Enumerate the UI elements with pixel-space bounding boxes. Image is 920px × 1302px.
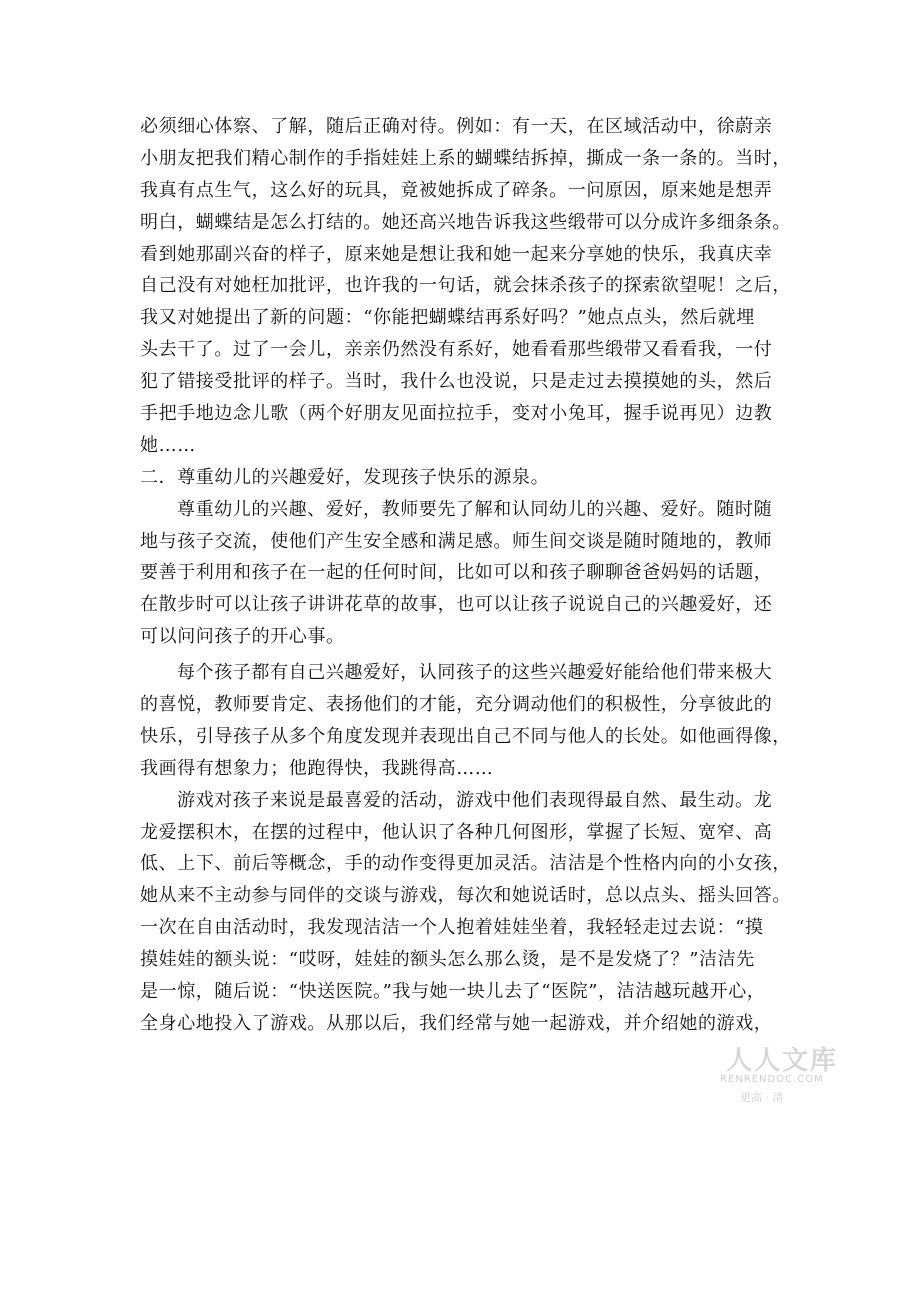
text-line: 龙爱摆积木，在摆的过程中，他认识了各种几何图形，掌握了长短、宽窄、高 bbox=[140, 821, 773, 843]
watermark-logo-text: 人人文库 bbox=[726, 1046, 839, 1076]
text-line: 我又对她提出了新的问题：“你能把蝴蝶结再系好吗？”她点点头，然后就埋 bbox=[140, 307, 755, 329]
text-line: 头去干了。过了一会儿，亲亲仍然没有系好，她看看那些缎带又看看我，一付 bbox=[140, 339, 773, 361]
text-line: 犯了错接受批评的样子。当时，我什么也没说，只是走过去摸摸她的头，然后 bbox=[140, 371, 773, 393]
text-line: 明白，蝴蝶结是怎么打结的。她还高兴地告诉我这些缎带可以分成许多细条条。 bbox=[140, 211, 791, 233]
paragraph-first-line: 游戏对孩子来说是最喜爱的活动，游戏中他们表现得最自然、最生动。龙 bbox=[177, 789, 773, 811]
document-body bbox=[140, 111, 792, 1040]
text-line: 的喜悦，教师要肯定、表扬他们的才能，充分调动他们的积极性，分享彼此的 bbox=[140, 694, 773, 716]
text-line: 小朋友把我们精心制作的手指娃娃上系的蝴蝶结拆掉，撕成一条一条的。当时， bbox=[140, 147, 791, 169]
paragraph-first-line: 尊重幼儿的兴趣、爱好，教师要先了解和认同幼儿的兴趣、爱好。随时随 bbox=[177, 498, 773, 520]
text-line: 低、上下、前后等概念，手的动作变得更加灵活。洁洁是个性格内向的小女孩， bbox=[140, 853, 791, 875]
text-line: 全身心地投入了游戏。从那以后，我们经常与她一起游戏，并介绍她的游戏， bbox=[140, 1012, 773, 1034]
text-line: 我真有点生气，这么好的玩具，竟被她拆成了碎条。一问原因，原来她是想弄 bbox=[140, 179, 773, 201]
text-line: 手把手地边念儿歌（两个好朋友见面拉拉手，变对小兔耳，握手说再见）边教 bbox=[140, 403, 773, 425]
text-line: 是一惊，随后说：“快送医院。”我与她一块儿去了“医院”，洁洁越玩越开心， bbox=[140, 981, 766, 1003]
text-line: 我画得有想象力；他跑得快，我跳得高…… bbox=[140, 757, 494, 779]
watermark-url: RENRENDOC.COM bbox=[720, 1074, 824, 1085]
text-line: 必须细心体察、了解，随后正确对待。例如：有一天，在区域活动中，徐蔚亲 bbox=[140, 116, 773, 137]
section-heading: 二．尊重幼儿的兴趣爱好，发现孩子快乐的源泉。 bbox=[140, 466, 550, 488]
text-line: 一次在自由活动时，我发现洁洁一个人抱着娃娃坐着，我轻轻走过去说：“摸 bbox=[140, 917, 764, 939]
text-line: 她从来不主动参与同伴的交谈与游戏，每次和她说话时，总以点头、摇头回答。 bbox=[140, 885, 791, 907]
text-line: 要善于利用和孩子在一起的任何时间，比如可以和孩子聊聊爸爸妈妈的话题， bbox=[140, 562, 773, 584]
watermark bbox=[680, 1040, 839, 1110]
text-line: 地与孩子交流，使他们产生安全感和满足感。师生间交谈是随时随地的，教师 bbox=[140, 530, 773, 552]
text-line: 摸娃娃的额头说：“哎呀，娃娃的额头怎么那么烫，是不是发烧了？”洁洁先 bbox=[140, 949, 755, 971]
watermark-subtitle: 更高 · 清 bbox=[740, 1091, 784, 1104]
text-line: 她…… bbox=[140, 434, 196, 456]
text-line: 可以问问孩子的开心事。 bbox=[140, 626, 345, 648]
paragraph-first-line: 每个孩子都有自己兴趣爱好，认同孩子的这些兴趣爱好能给他们带来极大 bbox=[177, 662, 773, 684]
text-line: 在散步时可以让孩子讲讲花草的故事，也可以让孩子说说自己的兴趣爱好，还 bbox=[140, 594, 773, 616]
text-line: 自己没有对她枉加批评，也许我的一句话，就会抹杀孩子的探索欲望呢！之后， bbox=[140, 275, 791, 297]
text-line: 快乐，引导孩子从多个角度发现并表现出自己不同与他人的长处。如他画得像， bbox=[140, 725, 791, 747]
text-line: 看到她那副兴奋的样子，原来她是想让我和她一起来分享她的快乐，我真庆幸 bbox=[140, 243, 773, 265]
